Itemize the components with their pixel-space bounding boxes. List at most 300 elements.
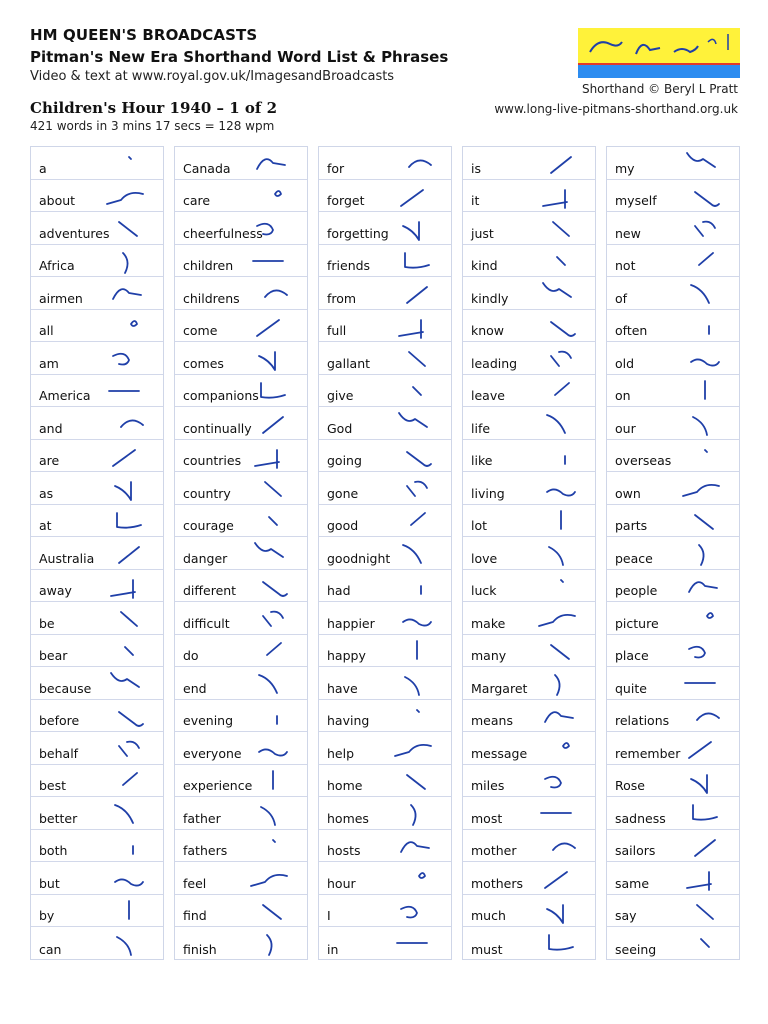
list-item xyxy=(31,277,163,310)
list-item xyxy=(607,732,739,765)
word-column-1 xyxy=(30,146,164,960)
word-label: forget xyxy=(327,193,365,208)
list-item xyxy=(463,147,595,180)
page-title: HM QUEEN'S BROADCASTS xyxy=(30,26,258,44)
shorthand-outline xyxy=(99,409,159,439)
list-item xyxy=(319,602,451,635)
list-item xyxy=(175,635,307,668)
word-label: message xyxy=(471,745,528,761)
shorthand-outline xyxy=(387,442,447,472)
word-label: living xyxy=(471,485,505,501)
word-label: have xyxy=(327,680,358,696)
word-label: seeing xyxy=(615,941,657,957)
shorthand-outline xyxy=(243,377,303,407)
shorthand-outline xyxy=(243,897,303,927)
shorthand-outline xyxy=(531,149,591,179)
list-item xyxy=(319,212,451,245)
list-item xyxy=(175,570,307,603)
shorthand-outline xyxy=(387,767,447,797)
list-item xyxy=(31,732,163,765)
shorthand-outline xyxy=(99,279,159,309)
word-label: Canada xyxy=(183,160,231,176)
word-label: be xyxy=(39,615,55,631)
word-label: own xyxy=(615,485,641,501)
list-item xyxy=(607,180,739,213)
shorthand-outline xyxy=(531,279,591,309)
list-item xyxy=(319,700,451,733)
list-item xyxy=(175,147,307,180)
shorthand-outline xyxy=(99,637,159,667)
list-item xyxy=(463,635,595,668)
word-label: airmen xyxy=(39,290,83,306)
list-item xyxy=(607,440,739,473)
word-label: can xyxy=(39,941,62,957)
word-label: place xyxy=(615,648,649,663)
word-label: lot xyxy=(471,518,488,533)
word-label: companions xyxy=(183,388,259,403)
word-label: danger xyxy=(183,550,228,566)
word-label: finish xyxy=(183,941,217,957)
shorthand-outline xyxy=(675,377,735,407)
shorthand-outline xyxy=(675,539,735,569)
list-item xyxy=(319,147,451,180)
word-label: courage xyxy=(183,518,234,533)
word-label: our xyxy=(615,420,636,436)
website-link[interactable]: www.long-live-pitmans-shorthand.org.uk xyxy=(494,102,738,116)
list-item xyxy=(607,862,739,895)
list-item xyxy=(31,927,163,960)
shorthand-outline xyxy=(99,864,159,894)
word-label: kind xyxy=(471,258,498,273)
shorthand-outline xyxy=(243,344,303,374)
list-item xyxy=(31,862,163,895)
word-label: by xyxy=(39,908,55,923)
shorthand-outline xyxy=(675,214,735,244)
word-label: feel xyxy=(183,875,207,891)
shorthand-outline xyxy=(675,929,735,959)
list-item xyxy=(607,635,739,668)
list-item xyxy=(31,310,163,343)
list-item xyxy=(175,862,307,895)
shorthand-outline xyxy=(531,507,591,537)
shorthand-outline xyxy=(675,344,735,374)
shorthand-outline xyxy=(243,149,303,179)
list-item xyxy=(607,700,739,733)
list-item xyxy=(175,895,307,928)
shorthand-outline xyxy=(675,799,735,829)
shorthand-outline xyxy=(243,864,303,894)
word-label: Margaret xyxy=(471,680,528,696)
shorthand-outline xyxy=(387,637,447,667)
shorthand-outline xyxy=(99,312,159,342)
shorthand-outline xyxy=(531,767,591,797)
word-label: on xyxy=(615,388,631,403)
shorthand-outline xyxy=(675,572,735,602)
list-item xyxy=(175,602,307,635)
shorthand-outline xyxy=(387,702,447,732)
list-item xyxy=(31,342,163,375)
word-label: everyone xyxy=(183,745,242,761)
word-label: of xyxy=(615,290,628,306)
shorthand-outline xyxy=(387,799,447,829)
word-label: children xyxy=(183,258,234,273)
word-label: much xyxy=(471,908,506,923)
list-item xyxy=(31,765,163,798)
shorthand-outline xyxy=(243,409,303,439)
word-label: having xyxy=(327,713,370,728)
shorthand-outline xyxy=(531,864,591,894)
shorthand-outline xyxy=(531,312,591,342)
list-item xyxy=(463,667,595,700)
shorthand-outline xyxy=(243,539,303,569)
word-label: life xyxy=(471,420,491,436)
list-item xyxy=(463,570,595,603)
page-subtitle: Pitman's New Era Shorthand Word List & Phrases xyxy=(30,48,449,66)
list-item xyxy=(463,472,595,505)
list-item xyxy=(607,927,739,960)
shorthand-outline xyxy=(243,734,303,764)
shorthand-outline xyxy=(675,832,735,862)
list-item xyxy=(463,765,595,798)
shorthand-outline xyxy=(99,897,159,927)
list-item xyxy=(319,862,451,895)
word-label: love xyxy=(471,550,498,566)
shorthand-outline xyxy=(99,507,159,537)
word-label: comes xyxy=(183,355,224,371)
shorthand-outline xyxy=(243,507,303,537)
shorthand-outline xyxy=(243,214,303,244)
word-label: it xyxy=(471,193,480,208)
list-item xyxy=(463,277,595,310)
shorthand-outline xyxy=(387,539,447,569)
word-label: most xyxy=(471,810,503,826)
list-item xyxy=(319,765,451,798)
list-item xyxy=(463,505,595,538)
word-label: new xyxy=(615,225,641,241)
word-label: picture xyxy=(615,615,659,631)
list-item xyxy=(175,342,307,375)
list-item xyxy=(463,310,595,343)
shorthand-outline xyxy=(387,832,447,862)
shorthand-outline xyxy=(675,702,735,732)
word-label: remember xyxy=(615,745,681,761)
word-label: gone xyxy=(327,485,359,501)
list-item xyxy=(319,277,451,310)
word-label: away xyxy=(39,583,72,598)
shorthand-outline xyxy=(99,572,159,602)
list-item xyxy=(319,797,451,830)
word-label: continually xyxy=(183,420,252,436)
word-label: are xyxy=(39,453,60,468)
word-label: help xyxy=(327,745,355,761)
list-item xyxy=(175,440,307,473)
list-item xyxy=(319,537,451,570)
word-label: different xyxy=(183,583,237,598)
list-item xyxy=(463,342,595,375)
shorthand-outline xyxy=(243,702,303,732)
word-label: many xyxy=(471,648,507,663)
shorthand-outline xyxy=(531,702,591,732)
list-item xyxy=(607,830,739,863)
word-label: before xyxy=(39,713,80,728)
list-item xyxy=(607,667,739,700)
word-label: same xyxy=(615,875,650,891)
list-item xyxy=(607,570,739,603)
list-item xyxy=(31,797,163,830)
shorthand-outline xyxy=(675,637,735,667)
shorthand-outline xyxy=(675,247,735,277)
word-label: kindly xyxy=(471,290,509,306)
list-item xyxy=(31,667,163,700)
copyright-credit: Shorthand © Beryl L Pratt xyxy=(581,82,738,96)
word-label: America xyxy=(39,388,91,403)
list-item xyxy=(175,375,307,408)
word-label: cheerfulness xyxy=(183,225,263,241)
shorthand-outline xyxy=(243,442,303,472)
shorthand-outline xyxy=(387,734,447,764)
list-item xyxy=(319,830,451,863)
video-link-text: Video & text at www.royal.gov.uk/ImagesandBroadcasts xyxy=(30,69,395,84)
list-item xyxy=(175,700,307,733)
list-item xyxy=(175,407,307,440)
shorthand-outline xyxy=(675,507,735,537)
word-label: Rose xyxy=(615,778,645,793)
word-label: because xyxy=(39,680,92,696)
list-item xyxy=(175,830,307,863)
list-item xyxy=(175,537,307,570)
list-item xyxy=(607,375,739,408)
list-item xyxy=(607,472,739,505)
list-item xyxy=(175,212,307,245)
list-item xyxy=(31,830,163,863)
list-item xyxy=(319,440,451,473)
word-label: going xyxy=(327,453,362,468)
list-item xyxy=(463,700,595,733)
shorthand-outline xyxy=(99,474,159,504)
shorthand-outline xyxy=(675,864,735,894)
word-label: difficult xyxy=(183,615,230,631)
word-label: both xyxy=(39,843,68,858)
shorthand-outline xyxy=(99,734,159,764)
word-label: like xyxy=(471,453,493,468)
shorthand-outline xyxy=(531,604,591,634)
word-label: experience xyxy=(183,778,253,793)
shorthand-outline xyxy=(531,799,591,829)
word-label: mothers xyxy=(471,875,523,891)
list-item xyxy=(463,440,595,473)
list-item xyxy=(175,245,307,278)
list-item xyxy=(175,472,307,505)
word-column-4 xyxy=(462,146,596,960)
shorthand-outline xyxy=(99,702,159,732)
shorthand-outline xyxy=(531,832,591,862)
word-label: parts xyxy=(615,518,648,533)
word-label: not xyxy=(615,258,636,273)
list-item xyxy=(607,277,739,310)
shorthand-outline xyxy=(243,604,303,634)
shorthand-outline xyxy=(387,312,447,342)
shorthand-outline xyxy=(675,669,735,699)
word-label: bear xyxy=(39,648,68,663)
list-item xyxy=(607,765,739,798)
shorthand-outline xyxy=(243,182,303,212)
word-column-2 xyxy=(174,146,308,960)
shorthand-outline xyxy=(243,572,303,602)
word-label: leave xyxy=(471,388,505,403)
list-item xyxy=(31,700,163,733)
shorthand-outline xyxy=(99,344,159,374)
word-label: about xyxy=(39,193,76,208)
word-label: at xyxy=(39,518,52,533)
word-label: mother xyxy=(471,843,517,858)
list-item xyxy=(463,180,595,213)
word-label: all xyxy=(39,323,54,338)
shorthand-outline xyxy=(99,247,159,277)
shorthand-outline xyxy=(531,929,591,959)
list-item xyxy=(319,310,451,343)
word-label: Africa xyxy=(39,258,75,273)
word-label: quite xyxy=(615,680,647,696)
word-label: adventures xyxy=(39,225,110,241)
word-label: homes xyxy=(327,810,369,826)
word-label: hour xyxy=(327,875,356,891)
word-label: relations xyxy=(615,713,670,728)
word-label: is xyxy=(471,160,481,176)
list-item xyxy=(175,505,307,538)
shorthand-outline xyxy=(99,539,159,569)
shorthand-outline xyxy=(243,279,303,309)
shorthand-outline xyxy=(387,507,447,537)
list-item xyxy=(31,375,163,408)
shorthand-outline xyxy=(243,799,303,829)
shorthand-outline xyxy=(531,897,591,927)
shorthand-outline xyxy=(99,377,159,407)
word-label: childrens xyxy=(183,290,240,306)
list-item xyxy=(31,180,163,213)
list-item xyxy=(607,245,739,278)
word-label: end xyxy=(183,680,207,696)
shorthand-outline xyxy=(531,474,591,504)
shorthand-outline xyxy=(99,767,159,797)
shorthand-outline xyxy=(387,409,447,439)
word-label: come xyxy=(183,323,218,338)
shorthand-outline xyxy=(99,669,159,699)
shorthand-outline xyxy=(387,344,447,374)
shorthand-outline xyxy=(99,799,159,829)
shorthand-outline xyxy=(675,409,735,439)
word-label: must xyxy=(471,941,503,957)
shorthand-outline xyxy=(387,897,447,927)
word-label: Australia xyxy=(39,550,95,566)
shorthand-outline xyxy=(675,897,735,927)
list-item xyxy=(463,375,595,408)
stats-text: 421 words in 3 mins 17 secs = 128 wpm xyxy=(30,119,275,133)
list-item xyxy=(607,602,739,635)
shorthand-outline xyxy=(531,637,591,667)
shorthand-outline xyxy=(99,182,159,212)
shorthand-outline xyxy=(531,344,591,374)
word-label: hosts xyxy=(327,843,361,858)
word-label: behalf xyxy=(39,745,79,761)
shorthand-outline xyxy=(675,149,735,179)
word-label: fathers xyxy=(183,843,228,858)
word-label: a xyxy=(39,160,47,176)
word-label: friends xyxy=(327,258,371,273)
list-item xyxy=(175,180,307,213)
shorthand-outline xyxy=(531,442,591,472)
word-label: for xyxy=(327,160,345,176)
word-label: as xyxy=(39,485,54,501)
list-item xyxy=(319,635,451,668)
word-label: country xyxy=(183,485,231,501)
list-item xyxy=(463,602,595,635)
shorthand-outline xyxy=(387,149,447,179)
list-item xyxy=(463,797,595,830)
word-label: gallant xyxy=(327,355,371,371)
shorthand-outline xyxy=(99,929,159,959)
list-item xyxy=(175,277,307,310)
word-label: I xyxy=(327,908,331,923)
shorthand-outline xyxy=(99,214,159,244)
word-label: countries xyxy=(183,453,242,468)
list-item xyxy=(463,830,595,863)
shorthand-outline xyxy=(387,864,447,894)
list-item xyxy=(31,895,163,928)
shorthand-outline xyxy=(675,442,735,472)
word-column-3 xyxy=(318,146,452,960)
word-label: find xyxy=(183,908,207,923)
list-item xyxy=(175,732,307,765)
shorthand-outline xyxy=(99,604,159,634)
word-label: had xyxy=(327,583,351,598)
shorthand-outline xyxy=(675,604,735,634)
word-column-5 xyxy=(606,146,740,960)
word-label: happy xyxy=(327,648,366,663)
list-item xyxy=(31,570,163,603)
shorthand-outline xyxy=(675,279,735,309)
list-item xyxy=(463,862,595,895)
shorthand-outline xyxy=(531,669,591,699)
shorthand-outline xyxy=(243,669,303,699)
list-item xyxy=(607,537,739,570)
word-label: God xyxy=(327,420,353,436)
shorthand-outline xyxy=(243,832,303,862)
shorthand-outline xyxy=(387,929,447,959)
word-label: peace xyxy=(615,550,653,566)
shorthand-outline xyxy=(387,669,447,699)
list-item xyxy=(319,570,451,603)
word-label: make xyxy=(471,615,506,631)
list-item xyxy=(175,797,307,830)
word-label: care xyxy=(183,193,211,208)
list-item xyxy=(319,895,451,928)
list-item xyxy=(31,407,163,440)
list-item xyxy=(31,472,163,505)
list-item xyxy=(175,667,307,700)
list-item xyxy=(319,505,451,538)
shorthand-outline xyxy=(531,377,591,407)
word-label: home xyxy=(327,778,363,793)
shorthand-outline xyxy=(387,377,447,407)
list-item xyxy=(31,602,163,635)
list-item xyxy=(31,505,163,538)
word-label: father xyxy=(183,810,221,826)
word-label: old xyxy=(615,355,635,371)
word-label: full xyxy=(327,323,347,338)
shorthand-outline xyxy=(243,637,303,667)
list-item xyxy=(319,342,451,375)
list-item xyxy=(31,245,163,278)
